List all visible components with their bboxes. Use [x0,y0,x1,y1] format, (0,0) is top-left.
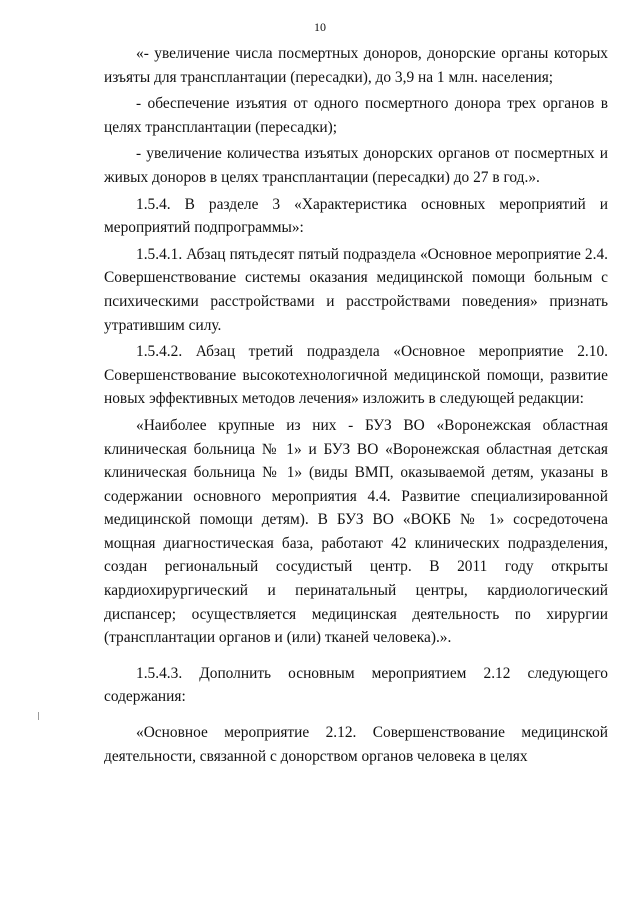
page-number: 10 [314,20,326,34]
paragraph-activity-2-12: «Основное мероприятие 2.12. Совершенствование медицинской деятельности, связанной с донорством органов человека в целях [104,724,608,765]
paragraph-organ-volume: - увеличение количества изъятых донорских органов от посмертных и живых доноров в целях трансплантации (пересадки) до 27 в год.». [104,145,608,186]
paragraph-three-organs: - обеспечение изъятия от одного посмертного донора трех органов в целях трансплантации (пересадки); [104,95,608,136]
paragraph-quoted-hospitals: «Наиболее крупные из них - БУЗ ВО «Воронежская областная клиническая больница № 1» и БУЗ ВО «Воронежская областная детская клиническая больница № 1» (виды ВМП, оказываемой детям, указаны в содержании основного мероприятия 4.4. Развитие специализированной медицинской помощи детям). В БУЗ ВО «ВОКБ № 1» сосредоточена мощная диагностическая база, работают 42 клинических подразделения, создан региональный сосудистый центр. В 2011 году открыты кардиохирургический и перинатальный центры, кардиологический диспансер; осуществляется медицинская деятельность по хирургии (трансплантации органов и (или) тканей человека).». [104,416,608,647]
paragraph-1-5-4-3: 1.5.4.3. Дополнить основным мероприятием 2.12 следующего содержания: [104,664,608,706]
paragraph-1-5-4-1: 1.5.4.1. Абзац пятьдесят пятый подраздела «Основное мероприятие 2.4. Совершенствование системы оказания медицинской помощи больным с психическими расстройствами и расстройствами поведения» признать утратившим силу. [104,245,608,334]
margin-mark [38,712,39,720]
paragraph-1-5-4-2: 1.5.4.2. Абзац третий подраздела «Основное мероприятие 2.10. Совершенствование высокотехнологичной медицинской помощи, развитие новых эффективных методов лечения» изложить в следующей редакции: [104,343,608,408]
paragraph-donors-count: «- увеличение числа посмертных доноров, донорские органы которых изъяты для трансплантации (пересадки), до 3,9 на 1 млн. населения; [104,45,608,86]
paragraph-section-3: 1.5.4. В разделе 3 «Характеристика основных мероприятий и мероприятий подпрограммы»: [104,195,608,237]
document-body [104,42,608,768]
